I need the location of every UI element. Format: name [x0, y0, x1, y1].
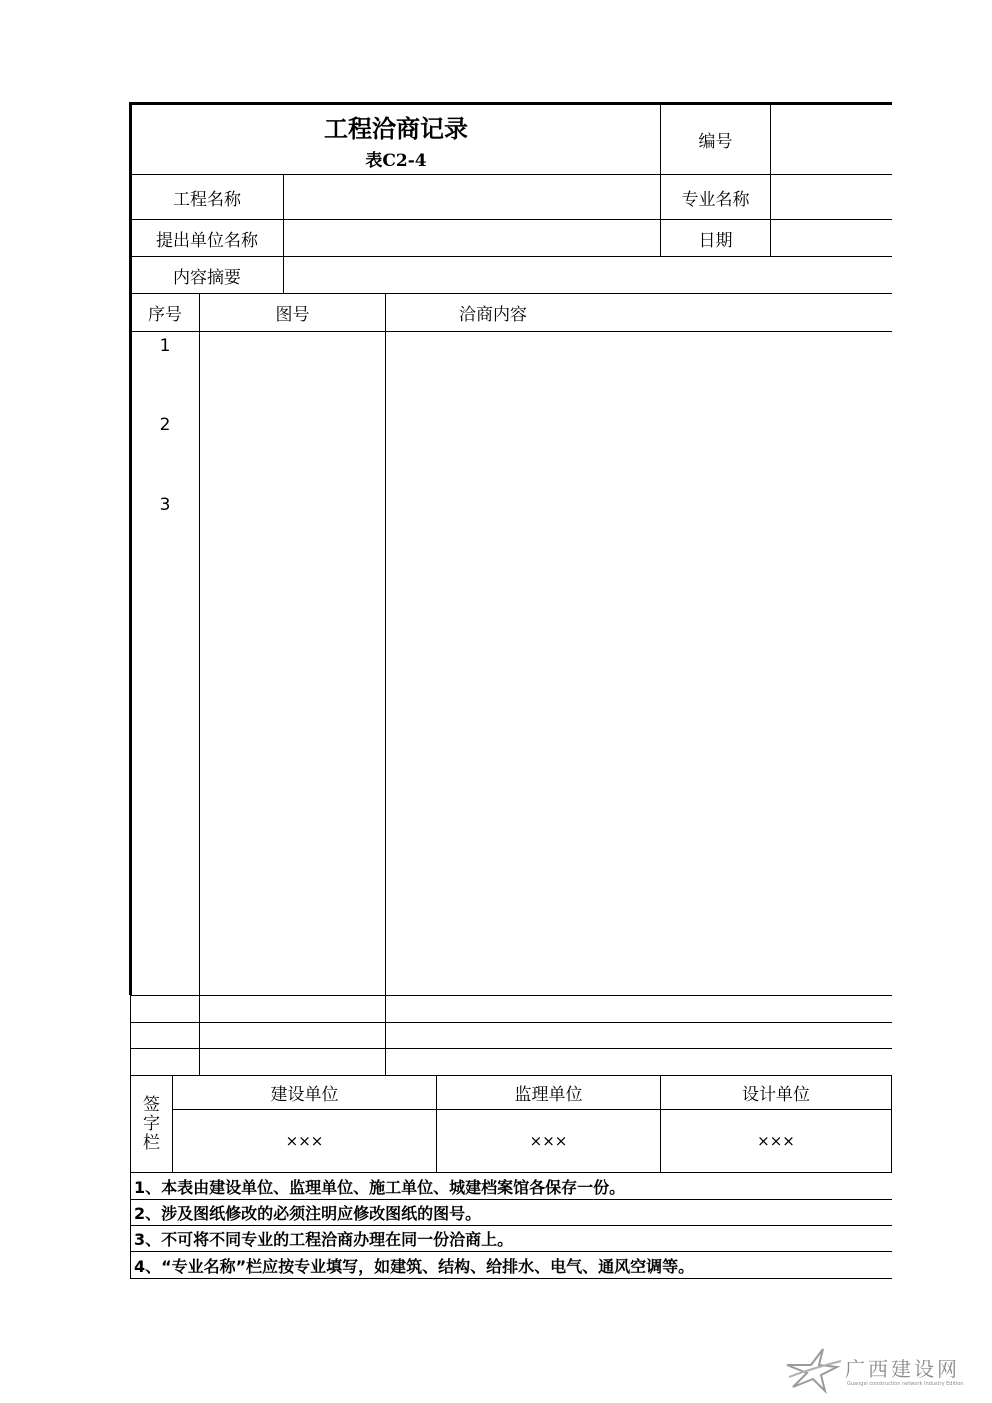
drawing-number-area[interactable]: [200, 332, 385, 995]
note-line: 4、“专业名称”栏应按专业填写，如建筑、结构、给排水、电气、通风空调等。: [134, 1256, 695, 1276]
form-title-block: [132, 105, 660, 174]
column-header-content: 洽商内容: [459, 305, 527, 325]
summary-field[interactable]: [284, 257, 892, 293]
project-name-field[interactable]: [284, 175, 660, 219]
site-watermark: [785, 1345, 985, 1395]
construction-unit-signature[interactable]: ×××: [285, 1132, 324, 1150]
note-line: 1、本表由建设单位、监理单位、施工单位、城建档案馆各保存一份。: [134, 1177, 626, 1197]
supervision-unit-signature[interactable]: ×××: [529, 1132, 568, 1150]
star-logo-icon: [785, 1347, 845, 1395]
column-header-seq: 序号: [148, 305, 182, 325]
divider: [130, 1048, 892, 1049]
number-field[interactable]: [771, 105, 892, 174]
design-unit-label: 设计单位: [742, 1085, 810, 1105]
project-name-label: 工程名称: [173, 189, 241, 210]
watermark-subtext: Guangxi construction network Industry Edition: [847, 1381, 964, 1387]
summary-label: 内容摘要: [173, 267, 241, 288]
supervision-unit-label: 监理单位: [514, 1085, 583, 1105]
specialty-field[interactable]: [771, 175, 892, 219]
divider: [891, 1075, 892, 1172]
specialty-label: 专业名称: [681, 189, 750, 210]
submitter-label: 提出单位名称: [156, 230, 258, 251]
date-field[interactable]: [771, 220, 892, 256]
table-row-number: 3: [159, 495, 171, 515]
watermark-text: 广西建设网: [845, 1357, 960, 1381]
divider: [130, 1278, 892, 1279]
table-row-number: 2: [159, 415, 171, 435]
column-header-drawing: 图号: [275, 305, 310, 325]
date-label: 日期: [698, 230, 733, 251]
table-row-number: 1: [159, 336, 171, 356]
signature-section-label: 签 字 栏: [143, 1094, 160, 1153]
negotiation-content-area[interactable]: [386, 332, 892, 995]
form-code: 表C2-4: [365, 150, 427, 171]
divider: [130, 1022, 892, 1023]
submitter-field[interactable]: [284, 220, 660, 256]
number-label: 编号: [698, 132, 733, 152]
note-line: 2、涉及图纸修改的必须注明应修改图纸的图号。: [134, 1204, 482, 1223]
construction-unit-label: 建设单位: [270, 1085, 339, 1105]
note-line: 3、不可将不同专业的工程洽商办理在同一份洽商上。: [134, 1230, 514, 1249]
page-title: 工程洽商记录: [324, 114, 468, 143]
divider: [130, 995, 892, 996]
design-unit-signature[interactable]: ×××: [757, 1132, 795, 1150]
